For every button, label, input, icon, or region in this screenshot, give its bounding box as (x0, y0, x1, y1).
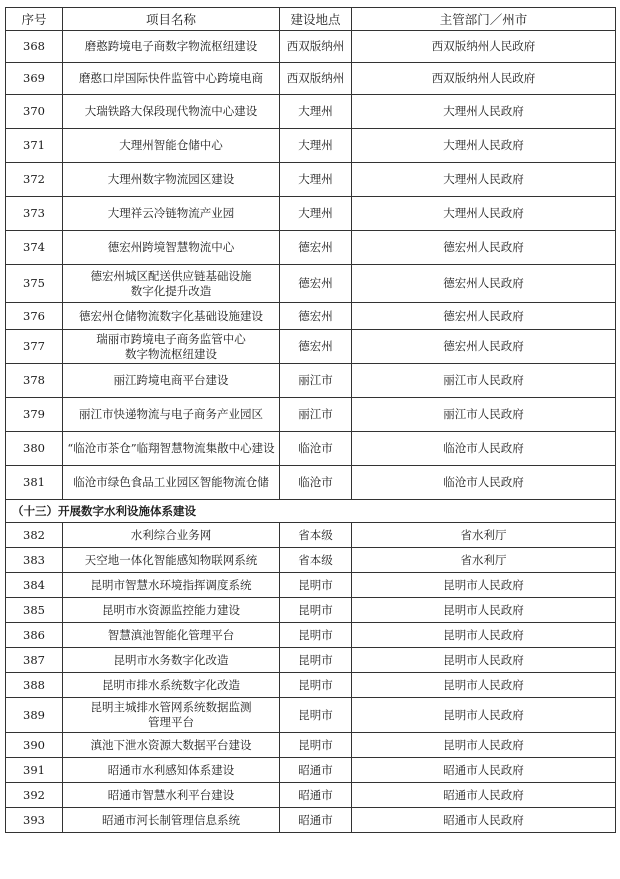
table-row (6, 733, 616, 758)
cell-project-name: 德宏州仓储物流数字化基础设施建设 (63, 303, 280, 330)
cell-serial: 369 (6, 63, 63, 95)
header-serial: 序号 (6, 8, 63, 31)
cell-serial: 389 (6, 698, 63, 733)
table-row (6, 648, 616, 673)
table-row (6, 231, 616, 265)
cell-location: 西双版纳州 (280, 63, 352, 95)
cell-project-name: 水利综合业务网 (63, 523, 280, 548)
cell-location: 昆明市 (280, 733, 352, 758)
cell-location: 昆明市 (280, 673, 352, 698)
header-location: 建设地点 (280, 8, 352, 31)
cell-department: 昆明市人民政府 (352, 733, 616, 758)
cell-serial: 391 (6, 758, 63, 783)
cell-project-name: 德宏州跨境智慧物流中心 (63, 231, 280, 265)
cell-department: 临沧市人民政府 (352, 466, 616, 500)
cell-department: 丽江市人民政府 (352, 398, 616, 432)
cell-project-name: “临沧市茶仓”临翔智慧物流集散中心建设 (63, 432, 280, 466)
table-row (6, 364, 616, 398)
cell-location: 昭通市 (280, 758, 352, 783)
cell-serial: 380 (6, 432, 63, 466)
table-row (6, 398, 616, 432)
cell-project-name: 昆明市水务数字化改造 (63, 648, 280, 673)
cell-location: 省本级 (280, 548, 352, 573)
cell-location: 德宏州 (280, 303, 352, 330)
table-row (6, 31, 616, 63)
cell-department: 昆明市人民政府 (352, 598, 616, 623)
cell-serial: 374 (6, 231, 63, 265)
cell-project-name: 智慧滇池智能化管理平台 (63, 623, 280, 648)
cell-location: 大理州 (280, 197, 352, 231)
cell-serial: 381 (6, 466, 63, 500)
cell-project-name: 德宏州城区配送供应链基础设施 数字化提升改造 (63, 265, 280, 303)
cell-serial: 384 (6, 573, 63, 598)
section-title: （十三）开展数字水利设施体系建设 (6, 500, 616, 523)
cell-department: 大理州人民政府 (352, 197, 616, 231)
cell-department: 昭通市人民政府 (352, 808, 616, 833)
table-row (6, 163, 616, 197)
cell-serial: 390 (6, 733, 63, 758)
cell-serial: 382 (6, 523, 63, 548)
cell-location: 西双版纳州 (280, 31, 352, 63)
table-header-row (6, 8, 616, 31)
cell-serial: 388 (6, 673, 63, 698)
cell-serial: 392 (6, 783, 63, 808)
table-row (6, 548, 616, 573)
cell-project-name: 临沧市绿色食品工业园区智能物流仓储 (63, 466, 280, 500)
cell-serial: 368 (6, 31, 63, 63)
cell-project-name: 昆明市智慧水环境指挥调度系统 (63, 573, 280, 598)
cell-department: 大理州人民政府 (352, 129, 616, 163)
table-row (6, 63, 616, 95)
project-table (5, 7, 616, 833)
table-row (6, 573, 616, 598)
cell-department: 临沧市人民政府 (352, 432, 616, 466)
cell-project-name: 昭通市水利感知体系建设 (63, 758, 280, 783)
table-row (6, 783, 616, 808)
section-heading-row (6, 500, 616, 523)
cell-project-name: 大理州智能仓储中心 (63, 129, 280, 163)
cell-department: 丽江市人民政府 (352, 364, 616, 398)
cell-department: 西双版纳州人民政府 (352, 31, 616, 63)
cell-serial: 379 (6, 398, 63, 432)
table-row (6, 197, 616, 231)
table-row (6, 330, 616, 364)
cell-serial: 377 (6, 330, 63, 364)
table-row (6, 303, 616, 330)
cell-location: 昆明市 (280, 623, 352, 648)
cell-location: 德宏州 (280, 231, 352, 265)
cell-department: 昆明市人民政府 (352, 673, 616, 698)
header-department: 主管部门／州市 (352, 8, 616, 31)
cell-project-name: 大理州数字物流园区建设 (63, 163, 280, 197)
table-row (6, 466, 616, 500)
cell-department: 昆明市人民政府 (352, 648, 616, 673)
cell-serial: 393 (6, 808, 63, 833)
cell-location: 昭通市 (280, 808, 352, 833)
cell-project-name: 大理祥云冷链物流产业园 (63, 197, 280, 231)
cell-location: 昆明市 (280, 648, 352, 673)
cell-location: 昭通市 (280, 783, 352, 808)
cell-department: 昆明市人民政府 (352, 623, 616, 648)
cell-department: 德宏州人民政府 (352, 231, 616, 265)
cell-department: 昆明市人民政府 (352, 573, 616, 598)
cell-location: 大理州 (280, 95, 352, 129)
cell-department: 昭通市人民政府 (352, 783, 616, 808)
cell-serial: 375 (6, 265, 63, 303)
cell-serial: 386 (6, 623, 63, 648)
cell-project-name: 磨憨跨境电子商数字物流枢纽建设 (63, 31, 280, 63)
cell-department: 昭通市人民政府 (352, 758, 616, 783)
cell-serial: 376 (6, 303, 63, 330)
table-row (6, 598, 616, 623)
table-row (6, 758, 616, 783)
cell-project-name: 昭通市河长制管理信息系统 (63, 808, 280, 833)
cell-project-name: 天空地一体化智能感知物联网系统 (63, 548, 280, 573)
cell-department: 昆明市人民政府 (352, 698, 616, 733)
cell-department: 大理州人民政府 (352, 163, 616, 197)
cell-location: 省本级 (280, 523, 352, 548)
cell-serial: 371 (6, 129, 63, 163)
table-row (6, 523, 616, 548)
cell-department: 省水利厅 (352, 548, 616, 573)
cell-location: 大理州 (280, 163, 352, 197)
table-row (6, 95, 616, 129)
cell-project-name: 昆明主城排水管网系统数据监测 管理平台 (63, 698, 280, 733)
cell-project-name: 大瑞铁路大保段现代物流中心建设 (63, 95, 280, 129)
cell-serial: 383 (6, 548, 63, 573)
cell-serial: 372 (6, 163, 63, 197)
cell-location: 丽江市 (280, 398, 352, 432)
table-row (6, 432, 616, 466)
cell-location: 丽江市 (280, 364, 352, 398)
cell-project-name: 丽江跨境电商平台建设 (63, 364, 280, 398)
cell-serial: 370 (6, 95, 63, 129)
table-row (6, 623, 616, 648)
table-row (6, 808, 616, 833)
cell-serial: 378 (6, 364, 63, 398)
cell-serial: 373 (6, 197, 63, 231)
cell-location: 昆明市 (280, 698, 352, 733)
cell-department: 省水利厅 (352, 523, 616, 548)
cell-department: 西双版纳州人民政府 (352, 63, 616, 95)
table-row (6, 265, 616, 303)
cell-location: 德宏州 (280, 265, 352, 303)
cell-project-name: 磨憨口岸国际快件监管中心跨境电商 (63, 63, 280, 95)
cell-department: 德宏州人民政府 (352, 303, 616, 330)
cell-location: 德宏州 (280, 330, 352, 364)
cell-location: 临沧市 (280, 466, 352, 500)
cell-project-name: 丽江市快递物流与电子商务产业园区 (63, 398, 280, 432)
cell-project-name: 滇池下泄水资源大数据平台建设 (63, 733, 280, 758)
cell-project-name: 昆明市水资源监控能力建设 (63, 598, 280, 623)
cell-location: 临沧市 (280, 432, 352, 466)
cell-project-name: 昆明市排水系统数字化改造 (63, 673, 280, 698)
table-row (6, 129, 616, 163)
table-row (6, 673, 616, 698)
cell-location: 昆明市 (280, 573, 352, 598)
table-row (6, 698, 616, 733)
header-project-name: 项目名称 (63, 8, 280, 31)
cell-project-name: 昭通市智慧水利平台建设 (63, 783, 280, 808)
cell-serial: 385 (6, 598, 63, 623)
cell-department: 德宏州人民政府 (352, 330, 616, 364)
cell-location: 昆明市 (280, 598, 352, 623)
cell-department: 大理州人民政府 (352, 95, 616, 129)
cell-location: 大理州 (280, 129, 352, 163)
cell-serial: 387 (6, 648, 63, 673)
cell-project-name: 瑞丽市跨境电子商务监管中心 数字物流枢纽建设 (63, 330, 280, 364)
cell-department: 德宏州人民政府 (352, 265, 616, 303)
